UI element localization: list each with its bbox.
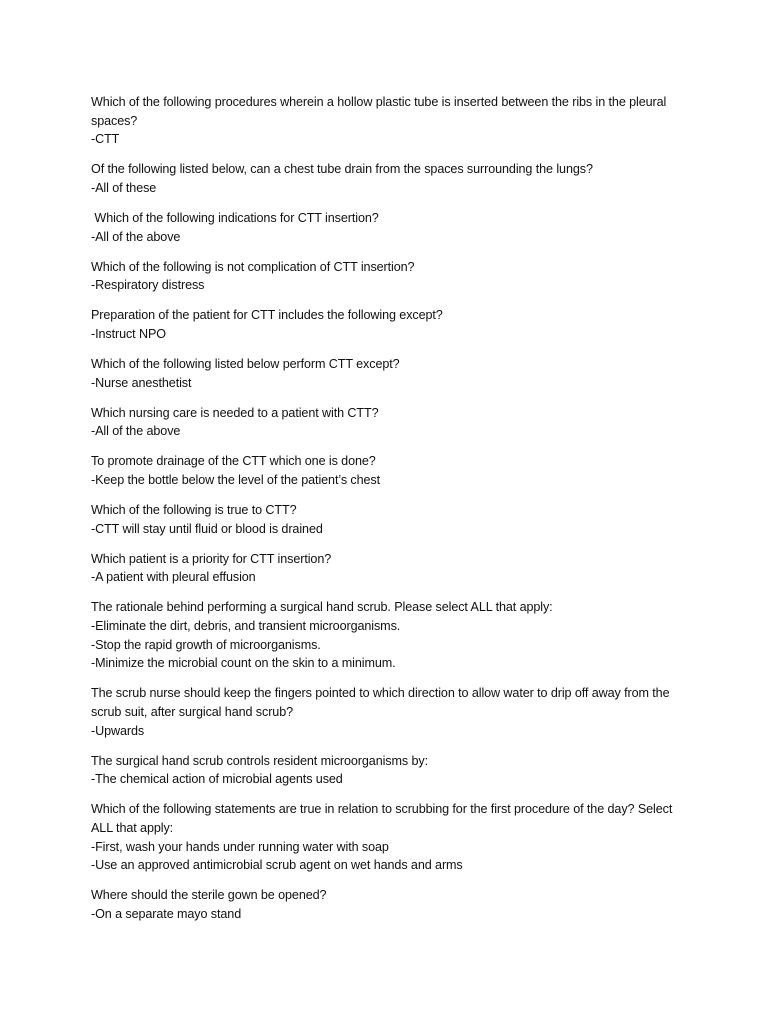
answer-text: -Instruct NPO (91, 326, 166, 341)
question-text: Which nursing care is needed to a patient with CTT? (91, 405, 379, 420)
question-text: Which patient is a priority for CTT insertion? (91, 551, 332, 566)
answer-text: -A patient with pleural effusion (91, 570, 256, 585)
document-page (91, 93, 691, 935)
question-text: Which of the following is true to CTT? (91, 503, 297, 518)
question-text: Preparation of the patient for CTT includes the following except? (91, 308, 443, 323)
qa-block (91, 501, 691, 538)
answer-text: -Keep the bottle below the level of the patient’s chest (91, 473, 381, 487)
question-text: To promote drainage of the CTT which one is done? (91, 454, 376, 469)
qa-block (91, 550, 691, 587)
qa-block (91, 306, 691, 343)
qa-block (91, 752, 691, 789)
question-text: Which of the following listed below perform CTT except? (91, 357, 400, 372)
question-text: Where should the sterile gown be opened? (91, 888, 327, 903)
qa-block (91, 452, 691, 489)
answer-text: -Nurse anesthetist (91, 375, 192, 390)
question-text: The scrub nurse should keep the fingers pointed to which direction to allow water to drip off away from the scrub suit, after surgical hand scrub? (91, 686, 673, 719)
question-text: The surgical hand scrub controls resident microorganisms by: (91, 753, 428, 768)
answer-text: -All of these (91, 180, 157, 195)
qa-block (91, 800, 691, 874)
qa-block (91, 684, 691, 740)
answer-text: -First, wash your hands under running water with soap (91, 839, 389, 854)
answer-text: -CTT will stay until fluid or blood is drained (91, 521, 323, 536)
question-text: Which of the following indications for CTT insertion? (91, 210, 379, 225)
question-text: Which of the following is not complication of CTT insertion? (91, 259, 415, 274)
answer-text: -All of the above (91, 424, 181, 439)
answer-text: -CTT (91, 132, 120, 147)
answer-text: -Respiratory distress (91, 278, 205, 293)
answer-text: -Eliminate the dirt, debris, and transient microorganisms. (91, 619, 401, 634)
qa-block (91, 598, 691, 672)
qa-block (91, 355, 691, 392)
answer-text: -Minimize the microbial count on the skin to a minimum. (91, 656, 396, 671)
question-text: Of the following listed below, can a chest tube drain from the spaces surrounding the lungs? (91, 162, 593, 177)
answer-text: -Use an approved antimicrobial scrub agent on wet hands and arms (91, 858, 463, 873)
qa-block (91, 886, 691, 923)
answer-text: -The chemical action of microbial agents used (91, 772, 343, 787)
answer-text: -Stop the rapid growth of microorganisms. (91, 637, 321, 652)
qa-block (91, 93, 691, 149)
answer-text: -Upwards (91, 723, 145, 738)
qa-block (91, 209, 691, 246)
question-text: Which of the following procedures wherein a hollow plastic tube is inserted between the ribs in the pleural spaces? (91, 95, 670, 128)
answer-text: -On a separate mayo stand (91, 906, 242, 921)
question-text: The rationale behind performing a surgical hand scrub. Please select ALL that apply: (91, 600, 553, 615)
qa-block (91, 258, 691, 295)
qa-block (91, 160, 691, 197)
question-text: Which of the following statements are true in relation to scrubbing for the first procedure of the day? Select ALL that apply: (91, 802, 675, 835)
qa-block (91, 404, 691, 441)
answer-text: -All of the above (91, 229, 181, 244)
